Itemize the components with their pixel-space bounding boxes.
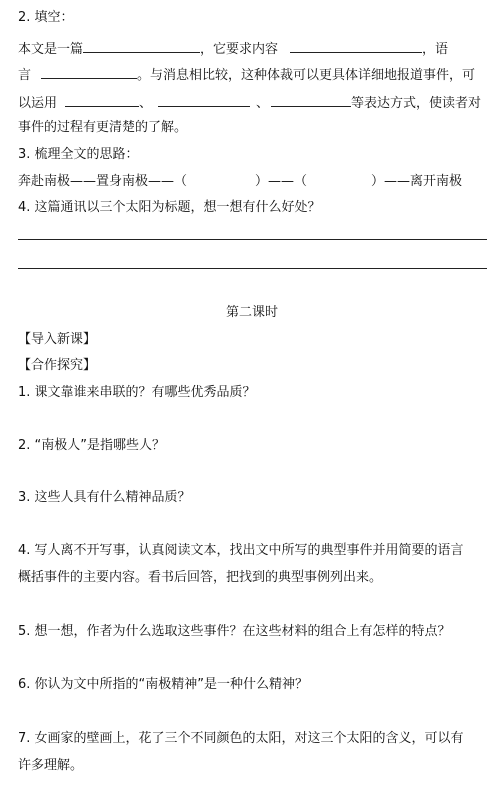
fill-blank-method-3[interactable] [271,92,351,107]
explore-q6: 6. 你认为文中所指的“南极精神”是一种什么精神？ [18,677,309,692]
q3-text: ）——（ [255,174,308,189]
q3-flow [18,173,462,191]
explore-q5: 5. 想一想，作者为什么选取这些事件？在这些材料的组合上有怎样的特点？ [18,624,451,639]
q3-title: 3. 梳理全文的思路： [18,147,139,162]
explore-q7-line-2: 许多理解。 [18,758,84,773]
q2-text: 以运用 [18,96,58,111]
q2-text: ，语 [422,42,449,57]
q2-text: 、 [139,96,153,111]
q3-text: ）——离开南极 [371,174,463,189]
explore-q4-line-2: 概括事件的主要内容。看书后回答，把找到的典型事例列出来。 [18,570,383,585]
q2-line-3 [18,92,481,113]
q2-line-1 [18,38,448,59]
explore-q4-line-1: 4. 写人离不开写事，认真阅读文本，找出文中所写的典型事件并用简要的语言 [18,543,464,558]
q2-text: 言 [18,68,32,83]
q2-text: ，它要求内容 [200,42,279,57]
explore-q1: 1. 课文靠谁来串联的？有哪些优秀品质？ [18,385,256,400]
fill-blank-genre[interactable] [83,38,200,53]
explore-q7-line-1: 7. 女画家的壁画上，花了三个不同颜色的太阳，对这三个太阳的含义，可以有 [18,731,464,746]
section-explore: 【合作探究】 [18,358,97,373]
q2-line-4: 事件的过程有更清楚的了解。 [18,120,188,135]
answer-line-2[interactable] [18,268,487,269]
explore-q3: 3. 这些人具有什么精神品质？ [18,490,191,505]
q2-text: 本文是一篇 [18,42,84,57]
fill-blank-method-2[interactable] [158,92,250,107]
q2-text: 。与消息相比较，这种体裁可以更具体详细地报道事件，可 [137,68,476,83]
lesson-heading: 第二课时 [225,305,278,320]
q2-text: 、 [256,96,270,111]
q2-line-2 [18,64,475,85]
q3-text: 奔赴南极——置身南极——（ [18,174,188,189]
q4: 4. 这篇通讯以三个太阳为标题，想一想有什么好处？ [18,200,321,215]
q2-text: 等表达方式，使读者对 [351,96,482,111]
q2-title: 2. 填空： [18,10,74,25]
fill-blank-language[interactable] [41,64,137,79]
explore-q2: 2. “南极人”是指哪些人？ [18,438,166,453]
fill-blank-content[interactable] [290,38,422,53]
fill-blank-method-1[interactable] [65,92,139,107]
section-intro: 【导入新课】 [18,332,97,347]
answer-line-1[interactable] [18,239,487,240]
